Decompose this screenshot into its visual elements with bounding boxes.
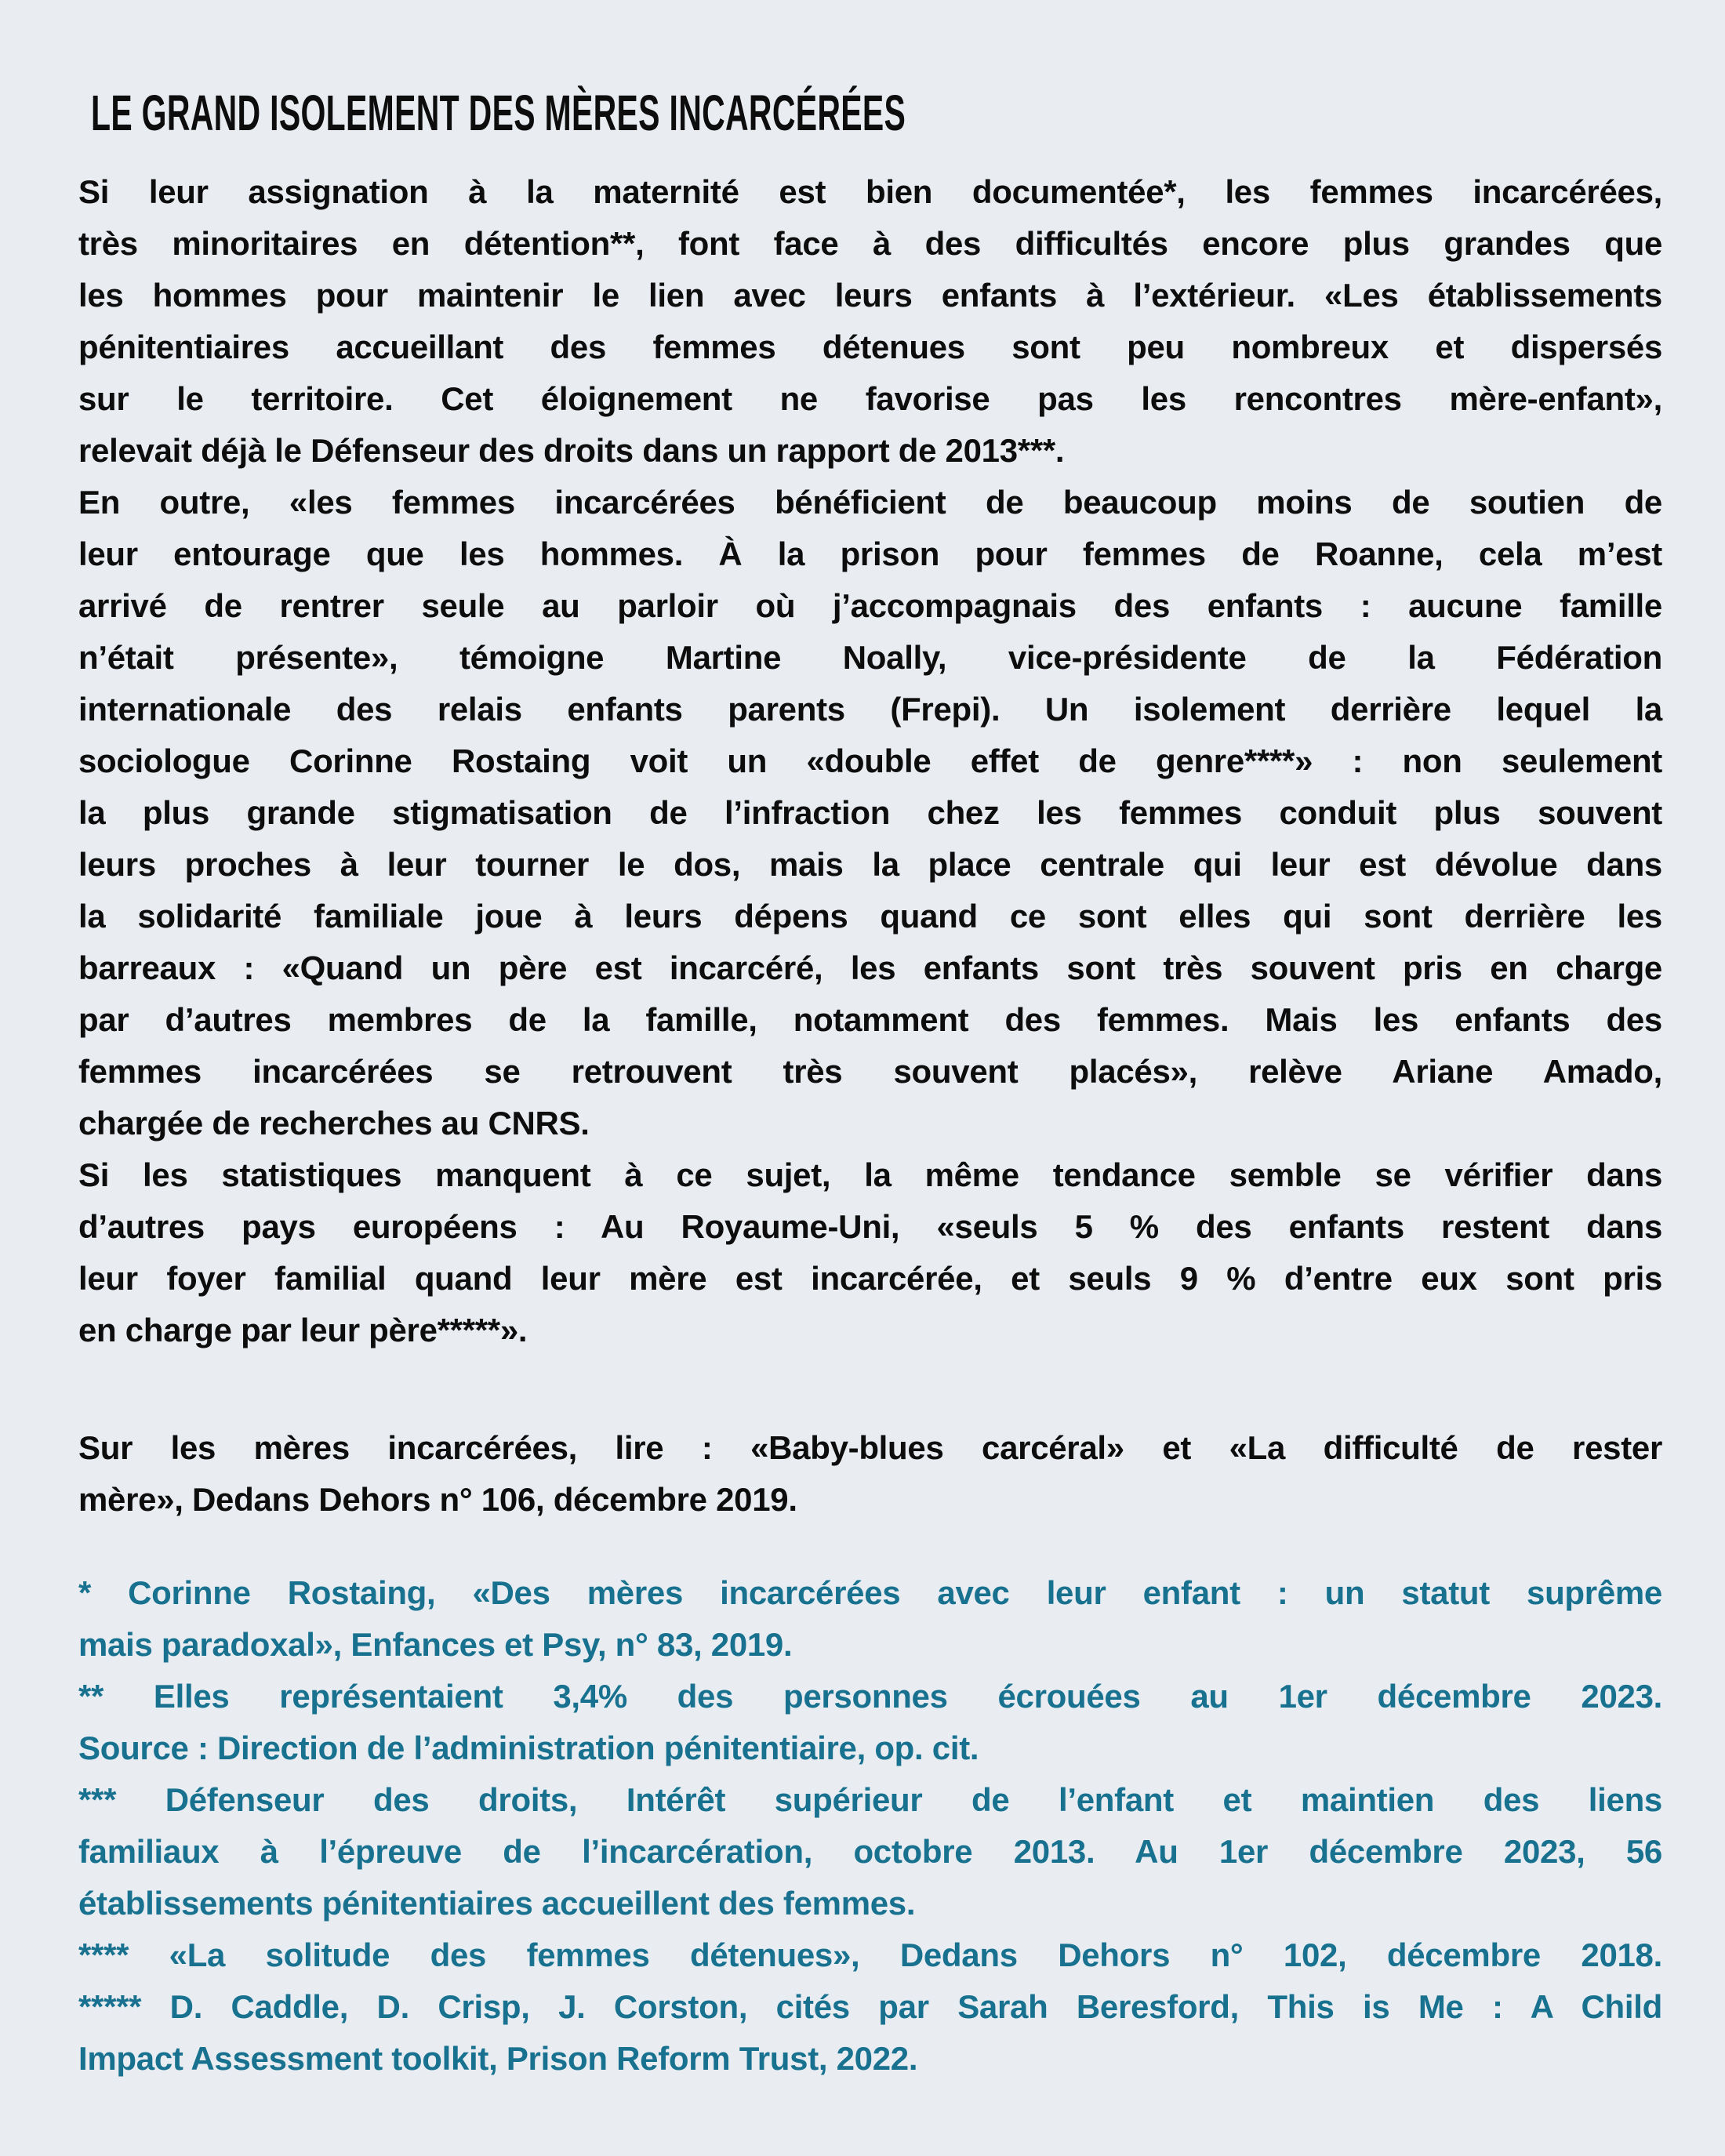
footnote-3	[78, 1774, 1662, 1929]
body-line: en charge par leur père*****».	[78, 1312, 528, 1348]
body-line: femmes incarcérées se retrouvent très souvent placés», relève Ariane Amado,	[78, 1053, 1662, 1090]
footnote-1	[78, 1567, 1662, 1671]
body-line: Si les statistiques manquent à ce sujet, la même tendance semble se vérifier dans	[78, 1156, 1662, 1193]
article-title-text: LE GRAND ISOLEMENT DES MÈRES INCARCÉRÉES	[91, 85, 906, 141]
body-line: internationale des relais enfants parents (Frepi). Un isolement derrière lequel la	[78, 691, 1662, 728]
footnote-line: * Corinne Rostaing, «Des mères incarcérées avec leur enfant : un statut suprême	[78, 1574, 1662, 1611]
body-line: par d’autres membres de la famille, notamment des femmes. Mais les enfants des	[78, 1001, 1662, 1038]
body-paragraph-2	[78, 477, 1662, 1149]
body-line: En outre, «les femmes incarcérées bénéficient de beaucoup moins de soutien de	[78, 484, 1662, 521]
body-line: leurs proches à leur tourner le dos, mais la place centrale qui leur est dévolue dans	[78, 846, 1662, 883]
footnote-line: Impact Assessment toolkit, Prison Reform Trust, 2022.	[78, 2040, 918, 2077]
body-line: la plus grande stigmatisation de l’infraction chez les femmes conduit plus souvent	[78, 794, 1662, 831]
body-line: pénitentiaires accueillant des femmes détenues sont peu nombreux et dispersés	[78, 328, 1662, 365]
body-line: les hommes pour maintenir le lien avec leurs enfants à l’extérieur. «Les établissements	[78, 277, 1662, 314]
body-line: n’était présente», témoigne Martine Noally, vice-présidente de la Fédération	[78, 639, 1662, 676]
body-line: la solidarité familiale joue à leurs dépens quand ce sont elles qui sont derrière les	[78, 898, 1662, 935]
article-body	[78, 166, 1662, 1356]
body-paragraph-3	[78, 1149, 1662, 1356]
footnotes	[78, 1567, 1662, 2085]
footnote-line: ** Elles représentaient 3,4% des personnes écrouées au 1er décembre 2023.	[78, 1678, 1662, 1715]
footnote-5	[78, 1981, 1662, 2085]
body-line: arrivé de rentrer seule au parloir où j’accompagnais des enfants : aucune famille	[78, 587, 1662, 624]
reference-line: mère», Dedans Dehors n° 106, décembre 2019.	[78, 1481, 797, 1518]
body-line: sociologue Corinne Rostaing voit un «double effet de genre****» : non seulement	[78, 742, 1662, 779]
body-line: barreaux : «Quand un père est incarcéré, les enfants sont très souvent pris en charge	[78, 949, 1662, 986]
footnote-line: *** Défenseur des droits, Intérêt supérieur de l’enfant et maintien des liens	[78, 1781, 1662, 1818]
body-line: très minoritaires en détention**, font face à des difficultés encore plus grandes que	[78, 225, 1662, 262]
body-line: sur le territoire. Cet éloignement ne favorise pas les rencontres mère-enfant»,	[78, 380, 1662, 417]
footnote-line: mais paradoxal», Enfances et Psy, n° 83, 2019.	[78, 1626, 793, 1663]
body-line: d’autres pays européens : Au Royaume-Uni, «seuls 5 % des enfants restent dans	[78, 1208, 1662, 1245]
footnote-2	[78, 1671, 1662, 1774]
footnote-line: ***** D. Caddle, D. Crisp, J. Corston, cités par Sarah Beresford, This is Me : A Child	[78, 1988, 1662, 2025]
body-line: leur foyer familial quand leur mère est incarcérée, et seuls 9 % d’entre eux sont pris	[78, 1260, 1662, 1297]
reference-line: Sur les mères incarcérées, lire : «Baby-blues carcéral» et «La difficulté de rester	[78, 1429, 1662, 1466]
footnote-4	[78, 1929, 1662, 1981]
footnote-line: Source : Direction de l’administration pénitentiaire, op. cit.	[78, 1730, 979, 1766]
body-line: chargée de recherches au CNRS.	[78, 1105, 590, 1142]
body-paragraph-1	[78, 166, 1662, 477]
reading-reference	[78, 1422, 1662, 1526]
article-title	[91, 85, 1364, 141]
body-line: leur entourage que les hommes. À la prison pour femmes de Roanne, cela m’est	[78, 535, 1662, 572]
body-line: relevait déjà le Défenseur des droits dans un rapport de 2013***.	[78, 432, 1065, 469]
footnote-line: établissements pénitentiaires accueillent des femmes.	[78, 1885, 916, 1922]
body-line: Si leur assignation à la maternité est bien documentée*, les femmes incarcérées,	[78, 173, 1662, 210]
footnote-line: **** «La solitude des femmes détenues», Dedans Dehors n° 102, décembre 2018.	[78, 1936, 1662, 1973]
footnote-line: familiaux à l’épreuve de l’incarcération, octobre 2013. Au 1er décembre 2023, 56	[78, 1833, 1662, 1870]
